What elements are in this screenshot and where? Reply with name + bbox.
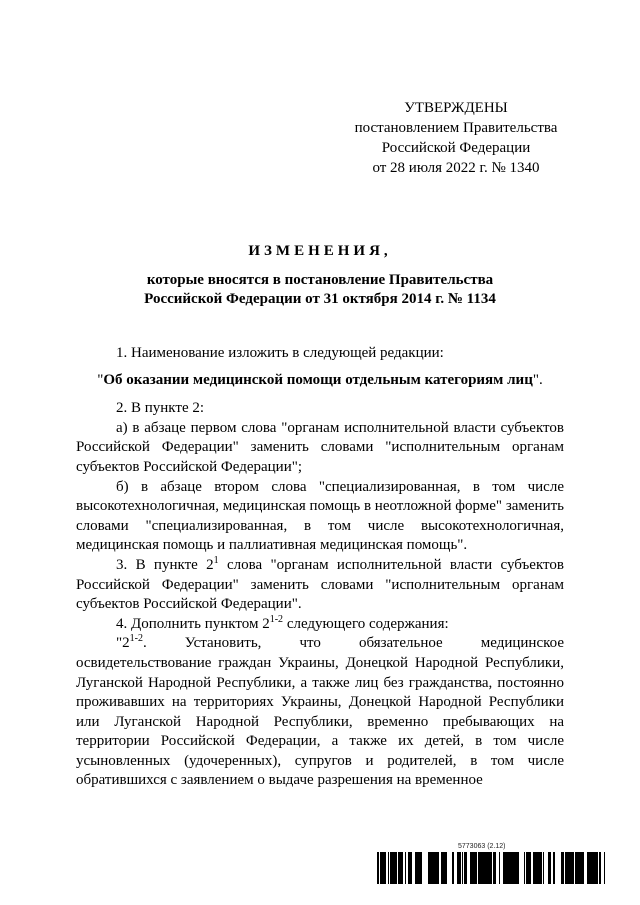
approval-block <box>300 98 612 178</box>
document-body <box>76 344 564 791</box>
paragraph-3 <box>76 556 564 615</box>
paragraph-2a: а) в абзаце первом слова "органам исполнительной власти субъектов Российской Федерации" заменить словами "исполнительным органам субъектов Российской Федерации"; <box>76 419 564 475</box>
approval-title: УТВЕРЖДЕНЫ <box>404 100 508 116</box>
barcode-image <box>376 852 608 884</box>
approval-line: Российской Федерации <box>381 140 531 156</box>
text-span: 3. В пункте 2 <box>116 556 214 573</box>
text-span: слова "органам исполнительной власти субъектов Российской Федерации" заменить словами "исполнительным органам субъектов Российской Федерации". <box>76 556 564 613</box>
text-span: 4. Дополнить пунктом 2 <box>116 615 270 632</box>
quoted-name-bold: Об оказании медицинской помощи отдельным категориям лиц <box>103 371 533 388</box>
superscript: 1-2 <box>129 633 143 645</box>
text-span: следующего содержания: <box>283 615 449 632</box>
document-subtitle <box>70 271 570 309</box>
subtitle-line: которые вносятся в постановление Правительства <box>146 272 494 288</box>
quote-mark: " <box>97 371 104 388</box>
paragraph-2: 2. В пункте 2: <box>116 400 205 417</box>
quoted-name <box>76 371 564 391</box>
paragraph-1: 1. Наименование изложить в следующей редакции: <box>116 345 444 361</box>
document-title: ИЗМЕНЕНИЯ, <box>248 243 392 259</box>
paragraph-4 <box>76 615 564 635</box>
document-number: 5773063 (2.12) <box>458 843 506 850</box>
text-span: . Установить, что обязательное медицинское освидетельствование граждан Украины, Донецкой Народной Республики, Луганской Народной Республики, а также лиц без гражданства, постоянно проживавших на территориях Украины, Донецкой Народной Республики или Луганской Народной Республики, временно пребывающих на территории Российской Федерации, а также их детей, в том числе усыновленных (удочеренных), супругов и родителей, в том числе обратившихся с заявлением о выдаче разрешения на временное <box>76 635 564 789</box>
superscript: 1 <box>213 554 219 566</box>
approval-line: постановлением Правительства <box>354 120 558 136</box>
superscript: 1-2 <box>269 613 284 625</box>
text-span: "2 <box>116 635 130 652</box>
paragraph-2b: б) в абзаце втором слова "специализированная, в том числе высокотехнологичная, медицинская помощь в неотложной форме" заменить словами "специализированная, в том числе высокотехнологичная, медицинская помощь и паллиативная медицинская помощь". <box>76 478 564 554</box>
paragraph-5 <box>76 634 564 791</box>
quote-mark: ". <box>532 371 543 388</box>
subtitle-line: Российской Федерации от 31 октября 2014 г. № 1134 <box>144 291 496 307</box>
approval-date: от 28 июля 2022 г. № 1340 <box>372 160 540 176</box>
document-heading <box>70 242 570 309</box>
